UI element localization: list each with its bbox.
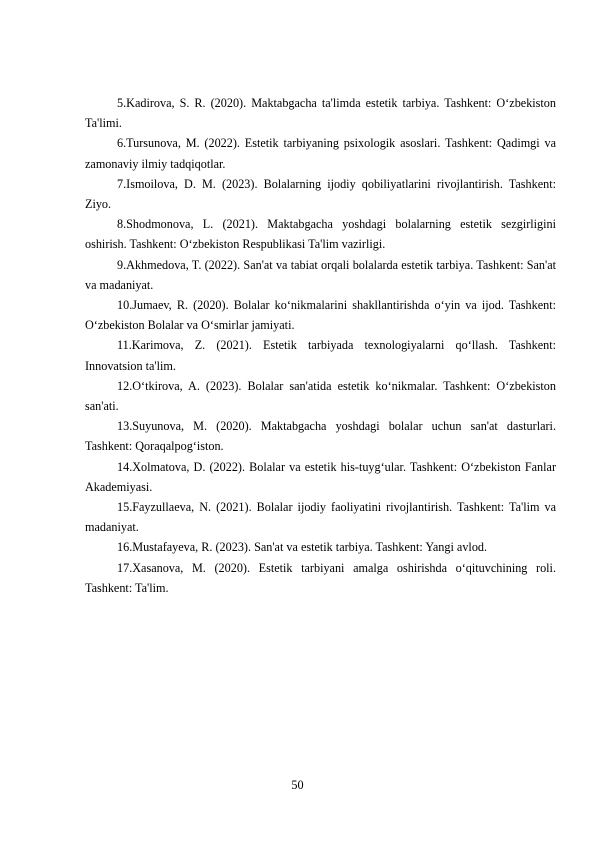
reference-item <box>85 416 556 456</box>
reference-item <box>85 214 556 254</box>
reference-text: Mustafayeva, R. (2023). San'at va estetik tarbiya. Tashkent: Yangi avlod. <box>132 540 488 555</box>
reference-text: Shodmonova, L. (2021). Maktabgacha yoshdagi bolalarning estetik sezgirligini oshirish. Tashkent: O‘zbekiston Respublikasi Ta'lim vazirligi. <box>85 217 556 252</box>
reference-text: Ismoilova, D. M. (2023). Bolalarning ijodiy qobiliyatlarini rivojlantirish. Tashkent: Ziyo. <box>85 176 556 212</box>
reference-item <box>85 255 556 295</box>
reference-text: Suyunova, M. (2020). Maktabgacha yoshdagi bolalar uchun san'at dasturlari. Tashkent: Qoraqalpog‘iston. <box>85 419 556 454</box>
reference-number: 15. <box>117 500 133 515</box>
reference-list <box>85 93 556 598</box>
reference-number: 11. <box>117 338 132 353</box>
reference-text: O‘tkirova, A. (2023). Bolalar san'atida estetik ko‘nikmalar. Tashkent: O‘zbekiston san'ati. <box>85 378 556 414</box>
reference-number: 12. <box>117 378 133 393</box>
reference-text: Kadirova, S. R. (2020). Maktabgacha ta'limda estetik tarbiya. Tashkent: O‘zbekiston Ta'limi. <box>85 96 556 131</box>
reference-number: 13. <box>117 419 133 434</box>
reference-item <box>85 174 556 214</box>
reference-number: 6. <box>117 136 127 151</box>
reference-text: Jumaev, R. (2020). Bolalar ko‘nikmalarini shakllantirishda o‘yin va ijod. Tashkent: O‘zbekiston Bolalar va O‘smirlar jamiyati. <box>85 298 556 333</box>
reference-number: 17. <box>117 560 133 575</box>
page-number: 50 <box>291 778 304 792</box>
reference-number: 16. <box>117 540 133 555</box>
reference-item <box>85 376 556 416</box>
reference-item <box>85 537 556 557</box>
reference-number: 5. <box>117 96 127 110</box>
reference-item <box>85 558 556 598</box>
reference-item <box>85 93 556 133</box>
reference-text: Tursunova, M. (2022). Estetik tarbiyaning psixologik asoslari. Tashkent: Qadimgi va zamonaviy ilmiy tadqiqotlar. <box>85 136 556 171</box>
reference-item <box>85 497 556 537</box>
reference-item <box>85 457 556 497</box>
reference-text: Karimova, Z. (2021). Estetik tarbiyada texnologiyalarni qo‘llash. Tashkent: Innovatsion ta'lim. <box>85 338 556 373</box>
reference-text: Xolmatova, D. (2022). Bolalar va estetik his-tuyg‘ular. Tashkent: O‘zbekiston Fanlar Akademiyasi. <box>85 459 556 494</box>
reference-item <box>85 335 556 375</box>
reference-text: Akhmedova, T. (2022). San'at va tabiat orqali bolalarda estetik tarbiya. Tashkent: San'at va madaniyat. <box>85 257 556 292</box>
reference-number: 10. <box>117 298 133 313</box>
reference-number: 7. <box>117 176 127 191</box>
reference-text: Xasanova, M. (2020). Estetik tarbiyani amalga oshirishda o‘qituvchining roli. Tashkent: Ta'lim. <box>85 560 556 595</box>
reference-text: Fayzullaeva, N. (2021). Bolalar ijodiy faoliyatini rivojlantirish. Tashkent: Ta'lim va madaniyat. <box>85 500 556 535</box>
reference-item <box>85 295 556 335</box>
reference-number: 9. <box>117 257 127 272</box>
reference-number: 8. <box>117 217 127 232</box>
reference-item <box>85 133 556 173</box>
reference-number: 14. <box>117 459 133 474</box>
